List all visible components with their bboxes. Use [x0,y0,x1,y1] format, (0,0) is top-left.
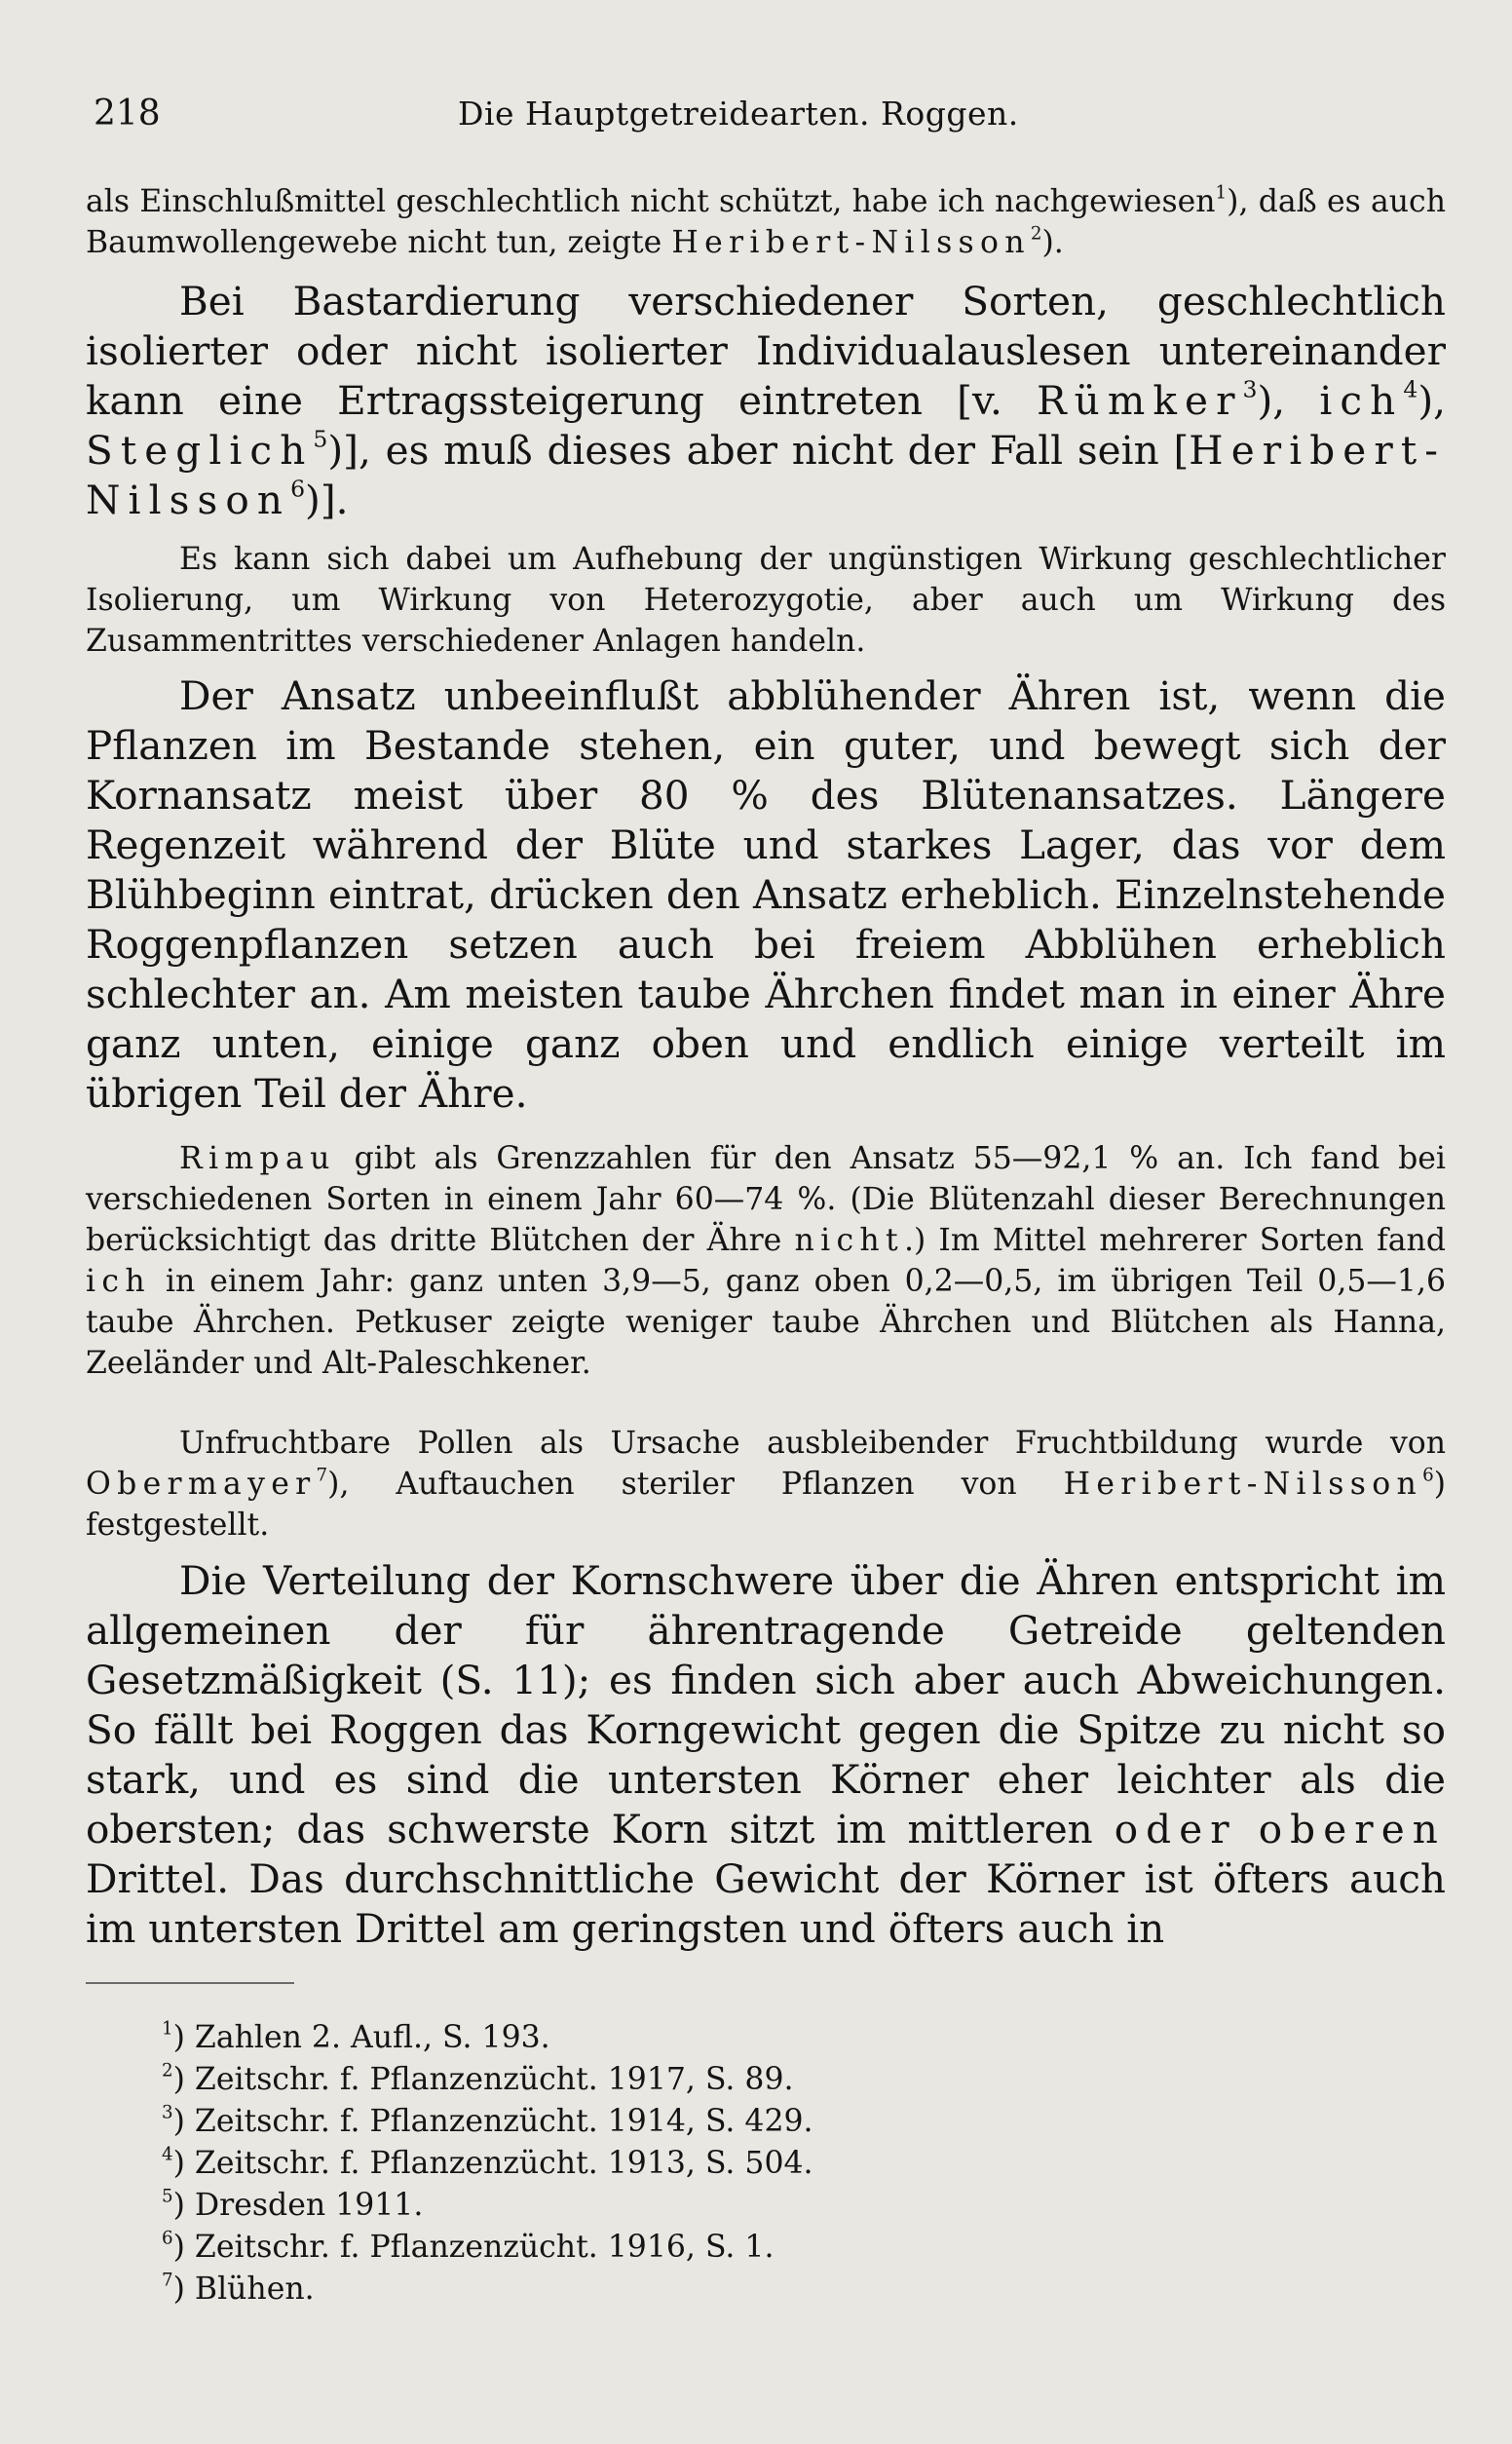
author-name: Heribert-Nilsson [86,427,1446,523]
author-name: Steglich [86,427,314,474]
footnote: $^5$) Dresden 1911. [162,2186,424,2223]
author-name: Obermayer [86,1467,317,1502]
paragraph-2: Bei Bastardierung verschiedener Sorten, geschlechtlich isolierter oder nicht isolierter Individualauslesen untereinander kann eine Ertragssteigerung eintreten [v. Rümker$^3$), ich$^4$), Steglich$^5$)], es muß dieses aber nicht der Fall sein [Heribert-Nilsson$^6$)]. [86,278,1446,523]
page-number: 218 [94,94,161,134]
paragraph-6-note: Unfruchtbare Pollen als Ursache ausbleibender Fruchtbildung wurde von Obermayer$^7$), Auftauchen steriler Pflanzen von Heribert-Nilsson$^6$) festgestellt. [86,1426,1446,1543]
footnote: $^6$) Zeitschr. f. Pflanzenzücht. 1916, S. 1. [162,2228,775,2265]
paragraph-1: als Einschlußmittel geschlechtlich nicht schützt, habe ich nachgewiesen$^1$), daß es auch Baumwollengewebe nicht tun, zeigte Heribert-Nilsson$^2$). [86,182,1446,260]
paragraph-7: Die Verteilung der Kornschwere über die Ähren entspricht im allgemeinen der für ährentragende Getreide geltenden Gesetzmäßigkeit (S. 11); es finden sich aber auch Abweichungen. So fällt bei Roggen das Korngewicht gegen die Spitze zu nicht so stark, und es sind die untersten Körner eher leichter als die obersten; das schwerste Korn sitzt im mittleren oder oberen Drittel. Das durchschnittliche Gewicht der Körner ist öfters auch im untersten Drittel am geringsten und öfters auch in [86,1557,1446,1952]
author-name: Heribert-Nilsson [1063,1467,1423,1502]
footnote: $^3$) Zeitschr. f. Pflanzenzücht. 1914, S. 429. [162,2102,813,2139]
author-name: Heribert-Nilsson [671,225,1031,260]
footnote: $^1$) Zahlen 2. Aufl., S. 193. [162,2018,550,2055]
paragraph-5-note: Rimpau gibt als Grenzzahlen für den Ansatz 55—92,1 % an. Ich fand bei verschiedenen Sorten in einem Jahr 60—74 %. (Die Blütenzahl dieser Berechnungen berücksichtigt das dritte Blütchen der Ähre nicht.) Im Mittel mehrerer Sorten fand ich in einem Jahr: ganz unten 3,9—5, ganz oben 0,2—0,5, im übrigen Teil 0,5—1,6 taube Ährchen. Petkuser zeigte weniger taube Ährchen und Blütchen als Hanna, Zeeländer und Alt-Paleschkener. [86,1141,1446,1381]
footnote: $^4$) Zeitschr. f. Pflanzenzücht. 1913, S. 504. [162,2144,813,2181]
paragraph-3-note: Es kann sich dabei um Aufhebung der ungünstigen Wirkung geschlechtlicher Isolierung, um Wirkung von Heterozygotie, aber auch um Wirkung des Zusammentrittes verschiedener Anlagen handeln. [86,542,1446,659]
author-name: Rimpau [179,1141,336,1176]
paragraph-4: Der Ansatz unbeeinflußt abblühender Ähren ist, wenn die Pflanzen im Bestande stehen, ein guter, und bewegt sich der Kornansatz meist über 80 % des Blütenansatzes. Längere Regenzeit während der Blüte und starkes Lager, das vor dem Blühbeginn eintrat, drücken den Ansatz erheblich. Einzelnstehende Roggenpflanzen setzen auch bei freiem Abblühen erheblich schlechter an. Am meisten taube Ährchen findet man in einer Ähre ganz unten, einige ganz oben und endlich einige verteilt im übrigen Teil der Ähre. [86,672,1446,1117]
author-name: Rümker [1037,377,1243,424]
running-title: Die Hauptgetreidearten. Roggen. [458,95,1019,133]
running-header [94,90,1438,138]
footnote-divider [86,1982,294,1984]
footnote: $^2$) Zeitschr. f. Pflanzenzücht. 1917, S. 89. [162,2060,794,2097]
footnotes [162,2017,1331,2310]
footnote: $^7$) Blühen. [162,2270,315,2307]
author-name: ich [1319,377,1404,424]
